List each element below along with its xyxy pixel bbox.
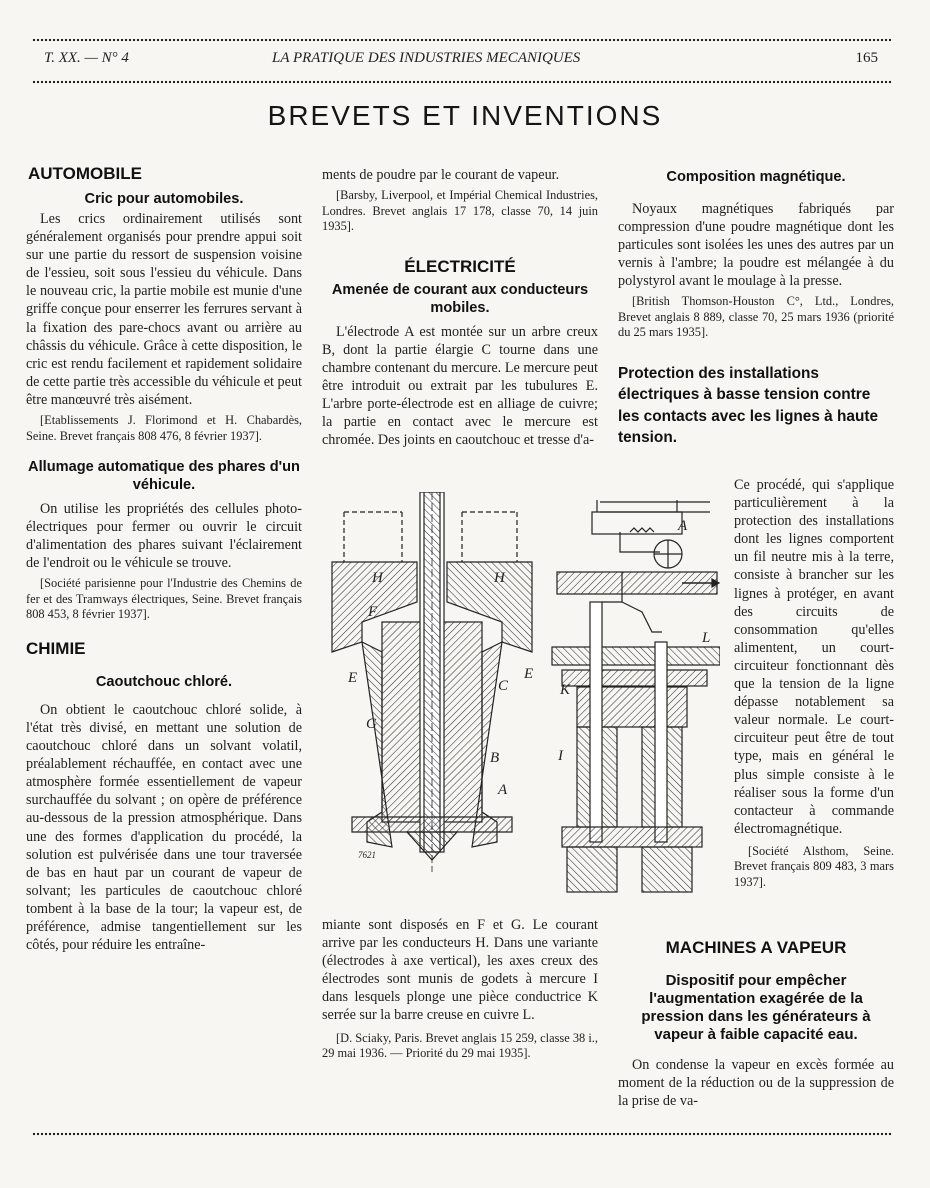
article-title-composition: Composition magnétique. [666, 169, 846, 185]
label-H-left: H [372, 570, 383, 586]
label-E-left: E [348, 670, 358, 686]
column-middle-top [322, 166, 598, 449]
continuation-text: ments de poudre par le courant de vapeur. [322, 167, 560, 183]
label-I: I [558, 748, 563, 764]
label-H-right: H [494, 570, 505, 586]
article-ref-alsthom: [Société Alsthom, Seine. Brevet français 809 483, 3 mars 1937]. [734, 843, 894, 889]
page-title: BREVETS ET INVENTIONS [267, 100, 663, 131]
label-K: K [560, 682, 571, 698]
section-automobile: AUTOMOBILE [28, 164, 142, 183]
label-E-right: E [524, 666, 534, 682]
article-title-amenee: Amenée de courant aux conducteurs mobiles. [331, 281, 589, 316]
top-dotted-rule [32, 38, 892, 42]
article-body-cric: Les crics ordinairement utilisés sont généralement organisés pour prendre appui soit sur une partie du ressort de suspension voisine de l'essieu, soit sous l'essieu du véhicule. Dans le nouveau cric, la partie mobile est munie d'une griffe conçue pour enserrer les ferrures servant à la fixation des pare-chocs avant ou arrière au châssis du véhicule. Grâce à cette disposition, le cric est rendu facilement et rapidement solidaire de cette partie très accessible du véhicule et peut être manœuvré très aisément. [26, 211, 302, 408]
article-ref-sciaky: [D. Sciaky, Paris. Brevet anglais 15 259, classe 38 i., 29 mai 1936. — Priorité du 29 mai 1935]. [322, 1030, 598, 1061]
column-right-narrow [734, 476, 894, 890]
journal-title: LA PRATIQUE DES INDUSTRIES MECANIQUES [272, 50, 581, 66]
article-body-dispositif: On condense la vapeur en excès formée au moment de la réduction ou de la suppression de la prise de va- [618, 1057, 894, 1110]
bottom-dotted-rule [32, 1132, 892, 1136]
page-number: 165 [855, 50, 878, 66]
section-machines: MACHINES A VAPEUR [665, 938, 847, 957]
column-left [26, 164, 302, 954]
article-title-allumage: Allumage automatique des phares d'un véhicule. [28, 459, 300, 494]
label-A-variant: A [678, 518, 688, 534]
label-G: G [366, 716, 377, 732]
article-ref-cric: [Etablissements J. Florimond et H. Chabardès, Seine. Brevet français 808 476, 8 février 1937]. [26, 413, 302, 443]
article-body-caoutchouc: On obtient le caoutchouc chloré solide, à l'état très divisé, en mettant une solution de caoutchouc chloré dans un solvant volatil, préalablement réchauffée, en contact avec une atmosphère formée essentiellement de vapeur surchauffée du solvant ; on opère de préférence au-dessous de la pression atmosphérique. Dans une des formes d'application du procédé, la solution est pulvérisée dans une tour traversée de bas en haut par un courant de vapeur de solvant; les particules de caoutchouc chloré tombent à la base de la tour; la vapeur est, de préférence, admise tangentiellement sur les côtés, pour réduire les entraîne- [26, 701, 302, 954]
section-electricite: ÉLECTRICITÉ [404, 256, 516, 276]
article-body-allumage: On utilise les propriétés des cellules photo-électriques pour fermer ou ouvrir le circuit d'alimentation des phares suivant l'éclairement de l'endroit ou le véhicule se trouve. [26, 501, 302, 572]
article-body-amenee: L'électrode A est montée sur un arbre creux B, dont la partie élargie C tourne dans une chambre contenant du mercure. Le mercure peut être introduit ou extrait par les tubulures E. L'arbre porte-électrode est en alliage de cuivre; la partie en contact avec le mercure est chromée. Des joints en caoutchouc et tresse d'a- [322, 323, 598, 449]
label-A: A [498, 782, 508, 798]
label-L: L [702, 630, 711, 646]
article-title-caoutchouc: Caoutchouc chloré. [95, 673, 233, 690]
label-B: B [490, 750, 500, 766]
column-right-bottom [618, 938, 894, 1110]
label-F: F [368, 604, 378, 620]
running-header [32, 50, 892, 72]
circuit-sketch [600, 492, 730, 612]
article-body-protection: Ce procédé, qui s'applique particulièrement à la protection des installations dont les lignes comportent un fil neutre mis à la terre, consiste à brancher sur les lignes à protéger, en avant des circuits de consommation qu'elles alimentent, un court-circuiteur fonctionnant dès que la tension de la ligne dépasse notablement sa valeur normale. Le court-circuiteur peut être de tout type, mais en général le plus simple consiste à le réaliser sous la forme d'un contacteur à commande électromagnétique. [734, 477, 894, 837]
article-title-protection: Protection des installations électriques à basse tension contre les contacts avec les lignes à haute tension. [618, 364, 879, 447]
article-title-dispositif: Dispositif pour empêcher l'augmentation exagérée de la pression dans les générateurs à vapeur à faible capacité eau. [641, 972, 871, 1043]
article-title-cric: Cric pour automobiles. [84, 191, 244, 207]
article-body-composition: Noyaux magnétiques fabriqués par compression d'une poudre magnétique dont les particules sont isolées les unes des autres par un vernis à l'ambre; la poudre est mélangée à du polystyrol avant le moulage à la presse. [618, 201, 894, 290]
column-middle-bottom [322, 916, 598, 1062]
article-ref-bth: [British Thomson-Houston C°, Ltd., Londres, Brevet anglais 8 889, classe 70, 25 mars 1936 (priorité du 25 mars 1935]. [618, 294, 894, 340]
figure-number: 7621 [358, 850, 376, 860]
article-ref-allumage: [Société parisienne pour l'Industrie des Chemins de fer et des Tramways électriques, Seine. Brevet français 808 453, 8 février 1937]. [26, 576, 302, 622]
article-ref-barsby: [Barsby, Liverpool, et Impérial Chemical Industries, Londres. Brevet anglais 17 178, classe 70, 14 juin 1935]. [322, 188, 598, 234]
header-dotted-rule [32, 80, 892, 84]
section-chimie: CHIMIE [26, 638, 86, 658]
label-C: C [498, 678, 509, 694]
article-body-amenee-cont: miante sont disposés en F et G. Le courant arrive par les conducteurs H. Dans une variante (électrodes à axe vertical), les axes creux des électrodes sont munis de godets à mercure I dans lesquels plonge une pièce conductrice K serrée sur la barre creuse en cuivre L. [322, 917, 598, 1024]
column-right-top [618, 168, 894, 449]
volume-number: T. XX. — N° 4 [44, 50, 129, 66]
